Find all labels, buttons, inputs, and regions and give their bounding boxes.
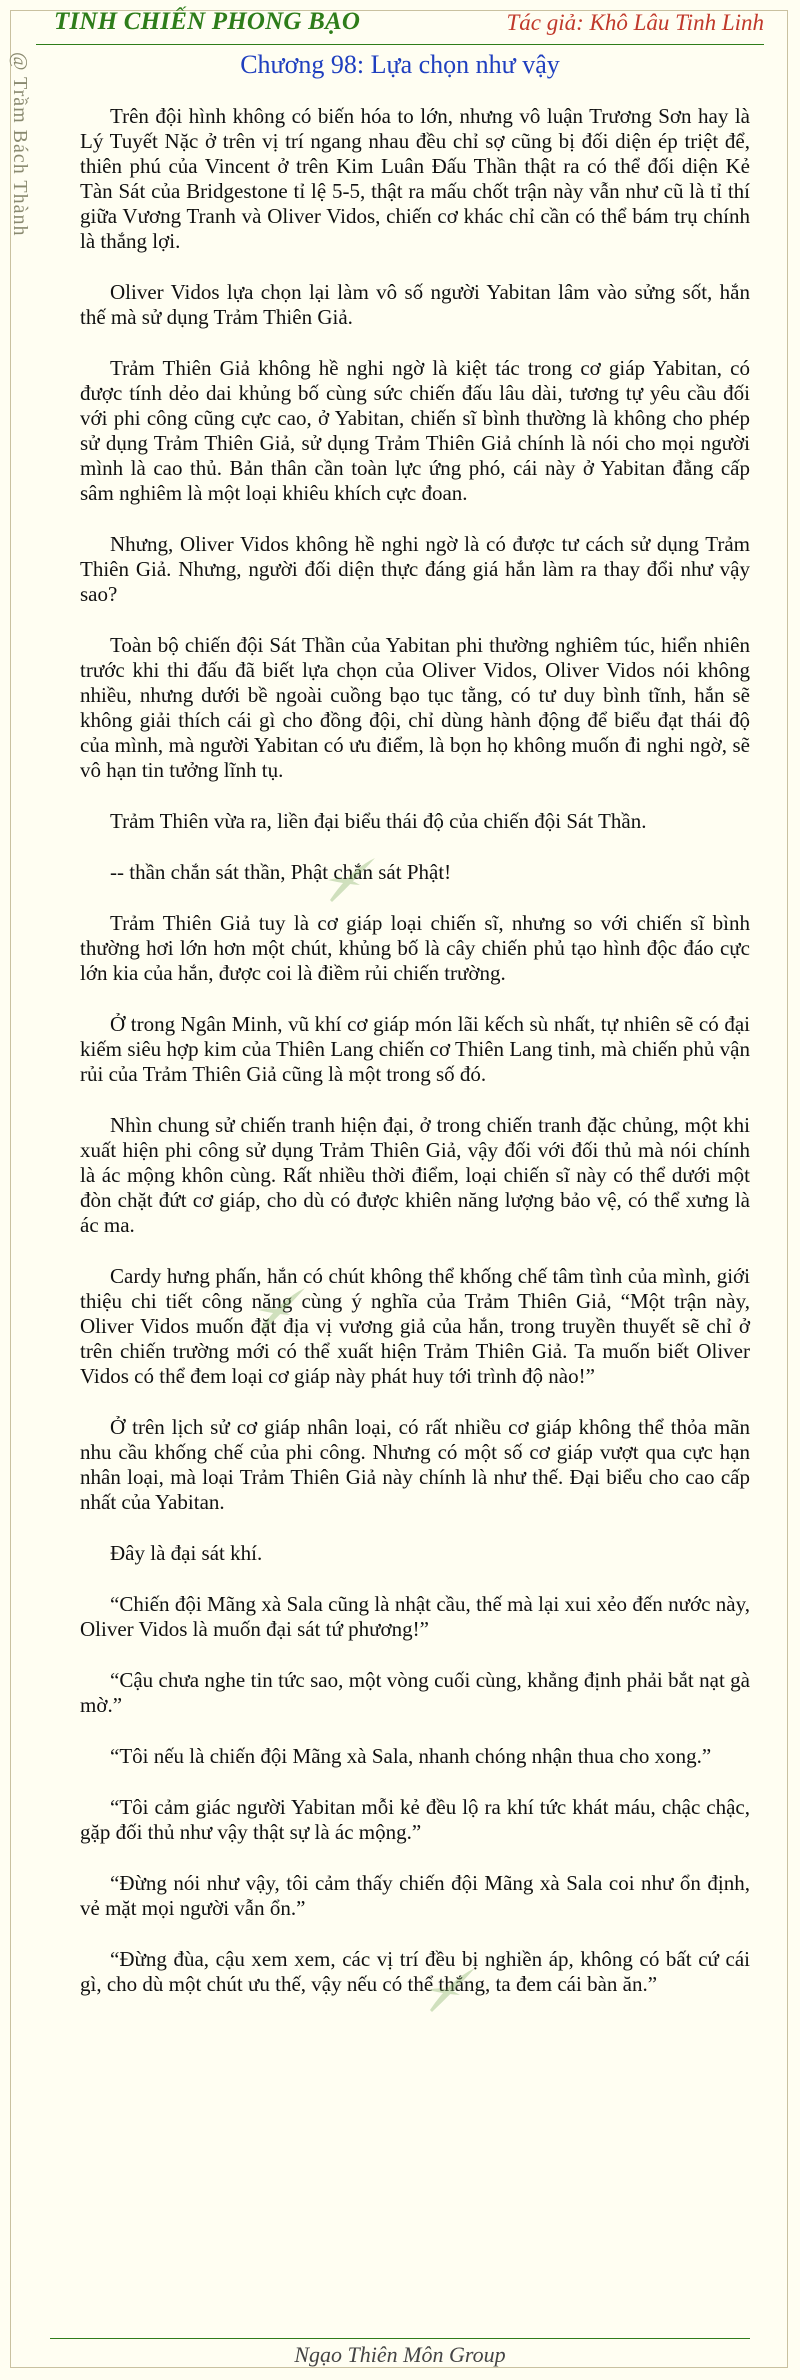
side-credit — [8, 52, 38, 412]
body-paragraph: Cardy hưng phấn, hắn có chút không thể khống chế tâm tình của mình, giới thiệu chi tiết công năng cùng ý nghĩa của Trảm Thiên Giả, “Một trận này, Oliver Vidos muốn đặt địa vị vương giả của hắn, trong truyền thuyết sẽ chỉ ở trên chiến trường mới có thể xuất hiện Trảm Thiên Giả. Ta muốn biết Oliver Vidos có thể đem loại cơ giáp này phát huy tới trình độ nào!” — [80, 1264, 750, 1388]
body-paragraph: Nhưng, Oliver Vidos không hề nghi ngờ là có được tư cách sử dụng Trảm Thiên Giả. Nhưng, người đối diện thực đáng giá hắn làm ra thay đổi như vậy sao? — [80, 532, 750, 606]
chapter-body — [80, 104, 750, 2023]
body-paragraph: “Đừng nói như vậy, tôi cảm thấy chiến đội Mãng xà Sala coi như ổn định, vẻ mặt mọi người vẫn ổn.” — [80, 1871, 750, 1920]
body-paragraph: “Tôi nếu là chiến đội Mãng xà Sala, nhanh chóng nhận thua cho xong.” — [110, 1744, 712, 1768]
header-divider — [36, 44, 764, 45]
body-paragraph: -- thần chắn sát thần, Phật chắn sát Phật! — [110, 860, 452, 884]
body-paragraph: “Cậu chưa nghe tin tức sao, một vòng cuối cùng, khẳng định phải bắt nạt gà mờ.” — [80, 1668, 750, 1717]
group-footer: Ngạo Thiên Môn Group — [294, 2342, 506, 2367]
bamboo-leaf-icon — [250, 1280, 310, 1340]
author-credit: Tác giả: Khô Lâu Tinh Linh — [506, 10, 764, 35]
translator-credit: @ Trầm Bách Thành — [9, 52, 31, 237]
body-paragraph: Nhìn chung sử chiến tranh hiện đại, ở trong chiến tranh đặc chủng, một khi xuất hiện phi công sử dụng Trảm Thiên Giả, vậy đối với đối thủ mà nói chính là ác mộng khôn cùng. Rất nhiều thời điểm, loại chiến sĩ này có thể dưới một đòn chặt đứt cơ giáp, cho dù có được khiên năng lượng bảo vệ, có thể xưng là ác ma. — [80, 1113, 750, 1237]
body-paragraph: Trên đội hình không có biến hóa to lớn, nhưng vô luận Trương Sơn hay là Lý Tuyết Nặc ở trên vị trí ngang nhau đều chỉ sợ cũng bị đối diện ép triệt để, thiên phú của Vincent ở trên Kim Luân Đấu Thần thật ra có thể đối diện Kẻ Tàn Sát của Bridgestone tỉ lệ 5-5, thật ra mấu chốt trận này vẫn như cũ là tỉ thí giữa Vương Tranh và Oliver Vidos, chiến cơ khác chỉ cần có thể bám trụ chính là thắng lợi. — [80, 104, 750, 253]
body-paragraph: Toàn bộ chiến đội Sát Thần của Yabitan phi thường nghiêm túc, hiển nhiên trước khi thi đấu đã biết lựa chọn của Oliver Vidos, Oliver Vidos nói không nhiều, nhưng dưới bề ngoài cuồng bạo tục tằng, có tư duy bình tĩnh, hắn sẽ không giải thích cái gì cho đồng đội, chỉ dùng hành động để biểu đạt thái độ của mình, mà người Yabitan có ưu điểm, là bọn họ không muốn đi nghi ngờ, sẽ vô hạn tin tưởng lĩnh tụ. — [80, 633, 750, 782]
body-paragraph: Đây là đại sát khí. — [110, 1541, 263, 1565]
bamboo-leaf-icon — [420, 1960, 480, 2020]
chapter-title: Chương 98: Lựa chọn như vậy — [240, 50, 560, 79]
page-header — [36, 8, 764, 38]
body-paragraph: Ở trong Ngân Minh, vũ khí cơ giáp món lãi kếch sù nhất, tự nhiên sẽ có đại kiếm siêu hợp kim của Thiên Lang chiến cơ Thiên Lang tinh, mà chiến phủ vận rủi của Trảm Thiên Giả cũng là một trong số đó. — [80, 1012, 750, 1086]
body-paragraph: Trảm Thiên Giả không hề nghi ngờ là kiệt tác trong cơ giáp Yabitan, có được tính dẻo dai khủng bố cùng sức chiến đấu lâu dài, tương tự yêu cầu đối với phi công cũng cực cao, ở Yabitan, chiến sĩ bình thường là không cho phép sử dụng Trảm Thiên Giả, sử dụng Trảm Thiên Giả chính là nói cho mọi người mình là cao thủ. Bản thân cần toàn lực ứng phó, cái này ở Yabitan đẳng cấp sâm nghiêm là một loại khiêu khích cực đoan. — [80, 356, 750, 505]
body-paragraph: Trảm Thiên Giả tuy là cơ giáp loại chiến sĩ, nhưng so với chiến sĩ bình thường hơi lớn hơn một chút, khủng bố là cây chiến phủ tạo hình độc đáo cực lớn kia của hắn, được coi là điềm rủi chiến trường. — [80, 911, 750, 985]
footer-divider — [50, 2338, 750, 2339]
body-paragraph: “Đừng đùa, cậu xem xem, các vị trí đều bị nghiền áp, không có bất cứ cái gì, cho dù một chút ưu thế, vậy nếu có thể thắng, ta đem cái bàn ăn.” — [80, 1947, 750, 1996]
bamboo-leaf-icon — [320, 850, 380, 910]
body-paragraph: Trảm Thiên vừa ra, liền đại biểu thái độ của chiến đội Sát Thần. — [110, 809, 647, 833]
book-title: TINH CHIẾN PHONG BẠO — [54, 8, 361, 35]
body-paragraph: “Tôi cảm giác người Yabitan mỗi kẻ đều lộ ra khí tức khát máu, chậc chậc, gặp đối thủ như vậy thật sự là ác mộng.” — [80, 1795, 750, 1844]
body-paragraph: Ở trên lịch sử cơ giáp nhân loại, có rất nhiều cơ giáp không thể thỏa mãn nhu cầu khống chế của phi công. Nhưng có một số cơ giáp vượt qua cực hạn nhân loại, mà loại Trảm Thiên Giả này chính là như thế. Đại biểu cho cao cấp nhất của Yabitan. — [80, 1415, 750, 1514]
body-paragraph: Oliver Vidos lựa chọn lại làm vô số người Yabitan lâm vào sửng sốt, hắn thế mà sử dụng Trảm Thiên Giả. — [80, 280, 750, 329]
body-paragraph: “Chiến đội Mãng xà Sala cũng là nhật cầu, thế mà lại xui xẻo đến nước này, Oliver Vidos là muốn đại sát tứ phương!” — [80, 1592, 750, 1641]
